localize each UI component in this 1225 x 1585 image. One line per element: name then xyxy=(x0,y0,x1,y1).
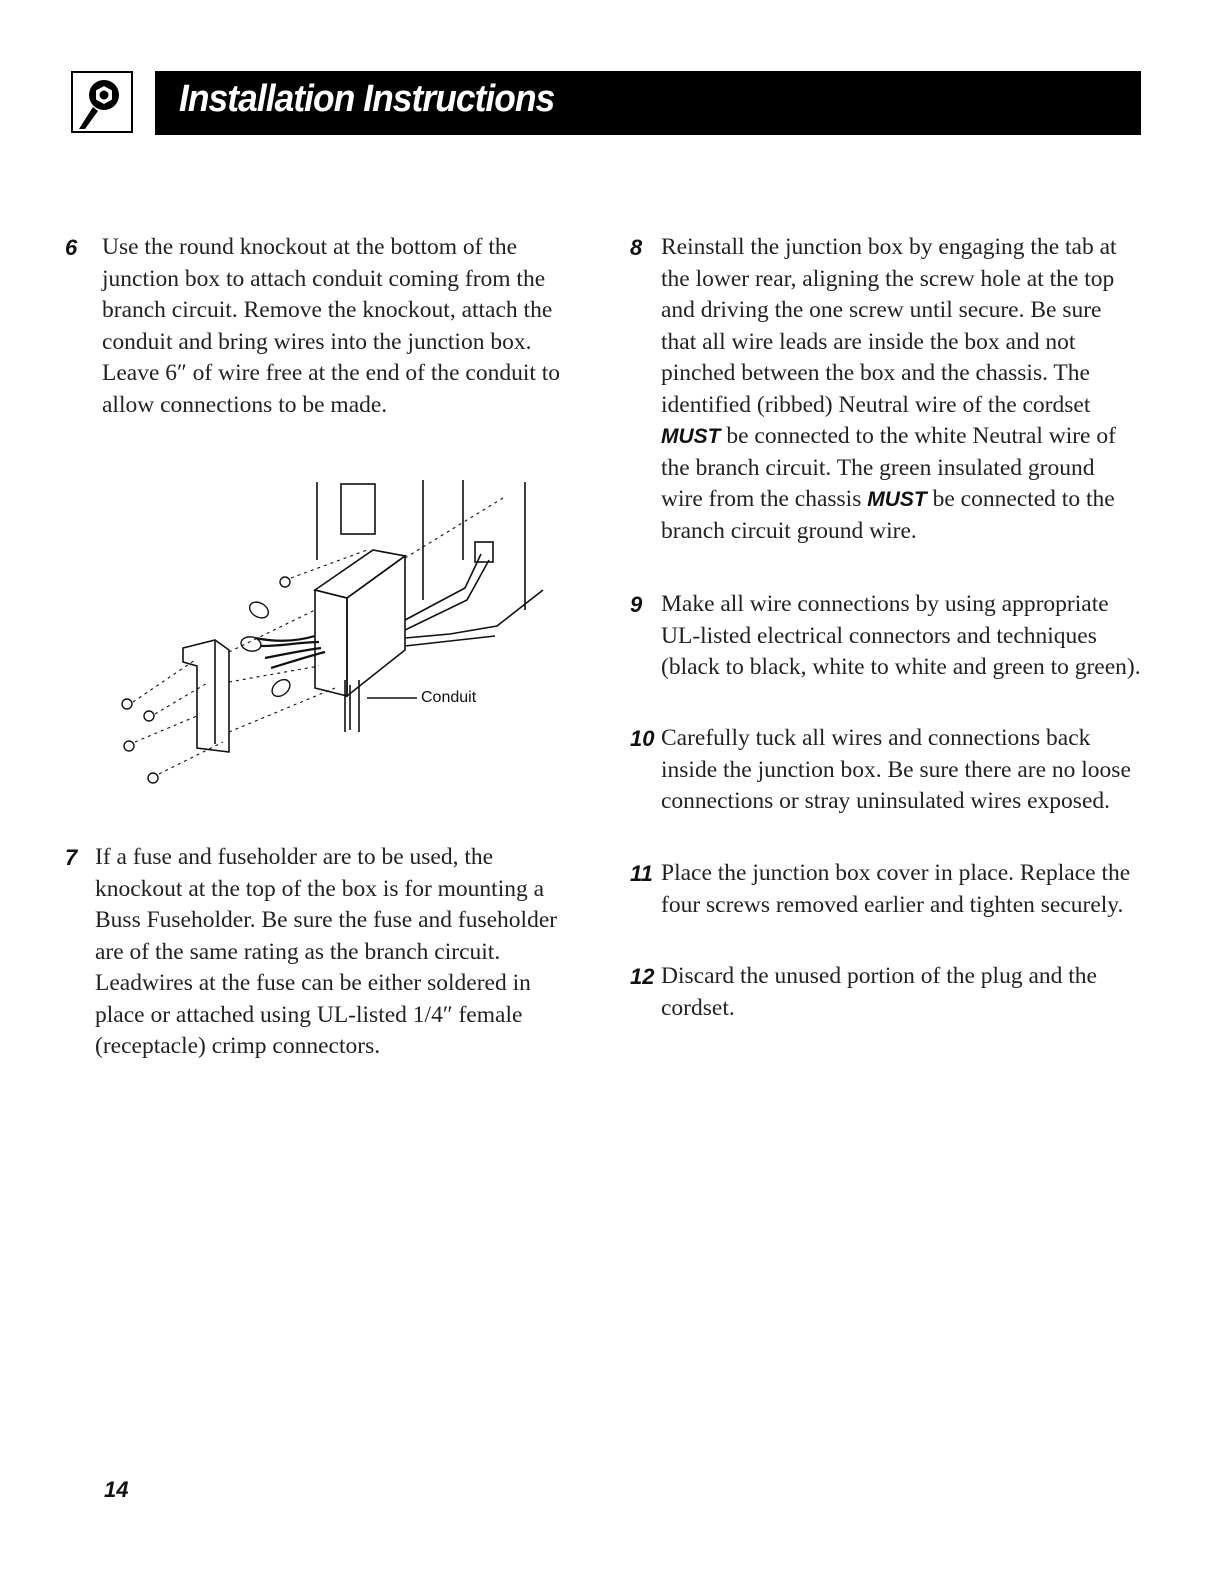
junction-box-diagram xyxy=(105,470,565,800)
step-number: 11 xyxy=(630,861,653,886)
step-number: 6 xyxy=(65,235,78,260)
step-text: Place the junction box cover in place. Replace the four screws removed earlier and tighten securely. xyxy=(661,860,1131,918)
step-text: Reinstall the junction box by engaging the tab at the lower rear, aligning the screw hole at the top and driving the one screw until secure. Be sure that all wire leads are inside the box and not pinched between the box and the chassis. The identified (ribbed) Neutral wire of the cordset MUST be connected to the white Neutral wire of the branch circuit. The green insulated ground wire from the chassis MUST be connected to the branch circuit ground wire. xyxy=(661,234,1117,544)
step-9 xyxy=(630,589,1142,684)
step-8 xyxy=(630,232,1142,547)
emphasis-must: MUST xyxy=(661,425,721,448)
step-number: 9 xyxy=(630,592,643,617)
step-7 xyxy=(65,842,585,1063)
page-title: Installation Instructions xyxy=(179,78,555,120)
header-bar xyxy=(155,71,1141,135)
step-number: 8 xyxy=(630,235,643,260)
step-text: Make all wire connections by using appropriate UL-listed electrical connectors and techniques (black to black, white to white and green to green). xyxy=(661,591,1141,680)
page-number: 14 xyxy=(104,1477,129,1502)
step-text: Discard the unused portion of the plug and the cordset. xyxy=(661,963,1097,1021)
step-10 xyxy=(630,723,1142,818)
step-12 xyxy=(630,961,1142,1024)
step-text: Use the round knockout at the bottom of the junction box to attach conduit coming from the branch circuit. Remove the knockout, attach the conduit and bring wires into the junction box. Leave 6″ of wire free at the end of the conduit to allow connections to be made. xyxy=(102,234,561,418)
step-number: 7 xyxy=(65,845,78,870)
conduit-label: Conduit xyxy=(421,689,477,706)
step-text: Carefully tuck all wires and connections back inside the junction box. Be sure there are no loose connections or stray uninsulated wires exposed. xyxy=(661,725,1131,814)
wrench-icon xyxy=(71,71,133,133)
emphasis-must: MUST xyxy=(867,488,927,511)
step-text: If a fuse and fuseholder are to be used, the knockout at the top of the box is for mounting a Buss Fuseholder. Be sure the fuse and fuseholder are of the same rating as the branch circuit. Leadwires at the fuse can be either soldered in place or attached using UL-listed 1/4″ female (receptacle) crimp connectors. xyxy=(95,844,558,1059)
step-6 xyxy=(65,232,585,421)
step-11 xyxy=(630,858,1142,921)
step-number: 10 xyxy=(630,726,655,751)
step-number: 12 xyxy=(630,964,655,989)
